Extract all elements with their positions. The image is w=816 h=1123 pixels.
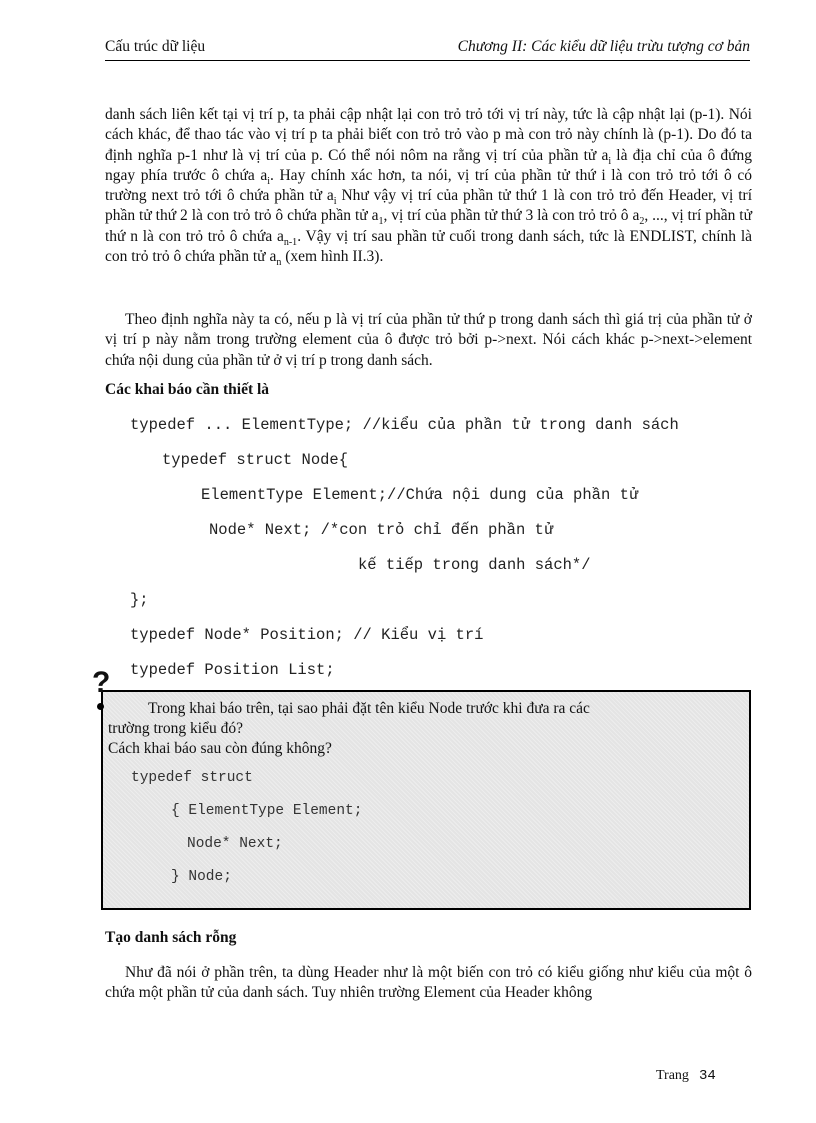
question-box: [101, 690, 751, 910]
question-code-4: } Node;: [171, 869, 232, 885]
code-line-4: Node* Next; /*con trỏ chỉ đến phần tử: [209, 521, 554, 539]
header-book-title: Cấu trúc dữ liệu: [105, 38, 206, 55]
code-line-7: typedef Node* Position; // Kiểu vị trí: [130, 626, 484, 644]
paragraph-position-definition: danh sách liên kết tại vị trí p, ta phải cập nhật lại con trỏ trỏ tới vị trí này, tức là cập nhật lại (p-1). Nói cách khác, để thao tác vào vị trí p ta phải biết con trỏ trỏ vào p mà con trỏ này chính là (p-1). Do đó ta định nghĩa p-1 như là vị trí của p. Có thể nói nôm na rằng vị trí của phần tử $a_i$ là địa chỉ của ô đứng ngay phía trước ô chứa $a_i$. Hay chính xác hơn, ta nói, vị trí của phần tử thứ i là con trỏ trỏ tới ô có trường next trỏ tới ô chứa phần tử $a_i$ Như vậy vị trí của phần tử thứ 1 là con trỏ trỏ đến Header, vị trí phần tử thứ 2 là con trỏ trỏ ô chứa phần tử $a_1$, vị trí của phần tử thứ 3 là con trỏ trỏ ô $a_2$, ..., vị trí phần tử thứ n là con trỏ trỏ ô chứa $a_{n-1}$. Vậy vị trí sau phần tử cuối trong danh sách, tức là ENDLIST, chính là con trỏ trỏ ô chứa phần tử $a_n$ (xem hình II.3).: [105, 106, 753, 269]
header-chapter-title: Chương II: Các kiểu dữ liệu trừu tượng cơ bản: [457, 38, 750, 55]
heading-declarations: Các khai báo cần thiết là: [105, 381, 270, 398]
paragraph-header-usage: Như đã nói ở phần trên, ta dùng Header như là một biến con trỏ có kiểu giống như kiểu của một ô chứa một phần tử của danh sách. Tuy nhiên trường Element của Header không: [105, 964, 752, 1002]
question-code-2: { ElementType Element;: [171, 803, 363, 819]
question-code-3: Node* Next;: [187, 836, 283, 852]
page-footer: [656, 1068, 716, 1084]
heading-empty-list: Tạo danh sách rỗng: [105, 929, 237, 946]
question-mark-icon: ?: [92, 666, 111, 699]
code-line-8: typedef Position List;: [130, 661, 335, 679]
footer-label: Trang: [656, 1068, 689, 1083]
code-line-3: ElementType Element;//Chứa nội dung của phần tử: [201, 486, 639, 504]
question-code-1: typedef struct: [131, 770, 253, 786]
question-mark-dot: [97, 703, 104, 710]
question-line-1: Trong khai báo trên, tại sao phải đặt tên kiểu Node trước khi đưa ra các: [148, 700, 590, 717]
code-line-6: };: [130, 591, 149, 609]
code-line-2: typedef struct Node{: [162, 451, 349, 469]
question-line-3: Cách khai báo sau còn đúng không?: [108, 740, 332, 757]
page-number: 34: [698, 1068, 716, 1084]
question-line-2: trường trong kiểu đó?: [108, 720, 243, 737]
code-line-1: typedef ... ElementType; //kiểu của phần tử trong danh sách: [130, 416, 679, 434]
paragraph-element-access: Theo định nghĩa này ta có, nếu p là vị trí của phần tử thứ p trong danh sách thì giá trị của phần tử ở vị trí p này nằm trong trường element của ô được trỏ bởi p->next. Nói cách khác p->next->element chứa nội dung của phần tử ở vị trí p trong danh sách.: [105, 311, 752, 369]
page-header: [105, 38, 750, 61]
code-line-5: kế tiếp trong danh sách*/: [358, 556, 591, 574]
